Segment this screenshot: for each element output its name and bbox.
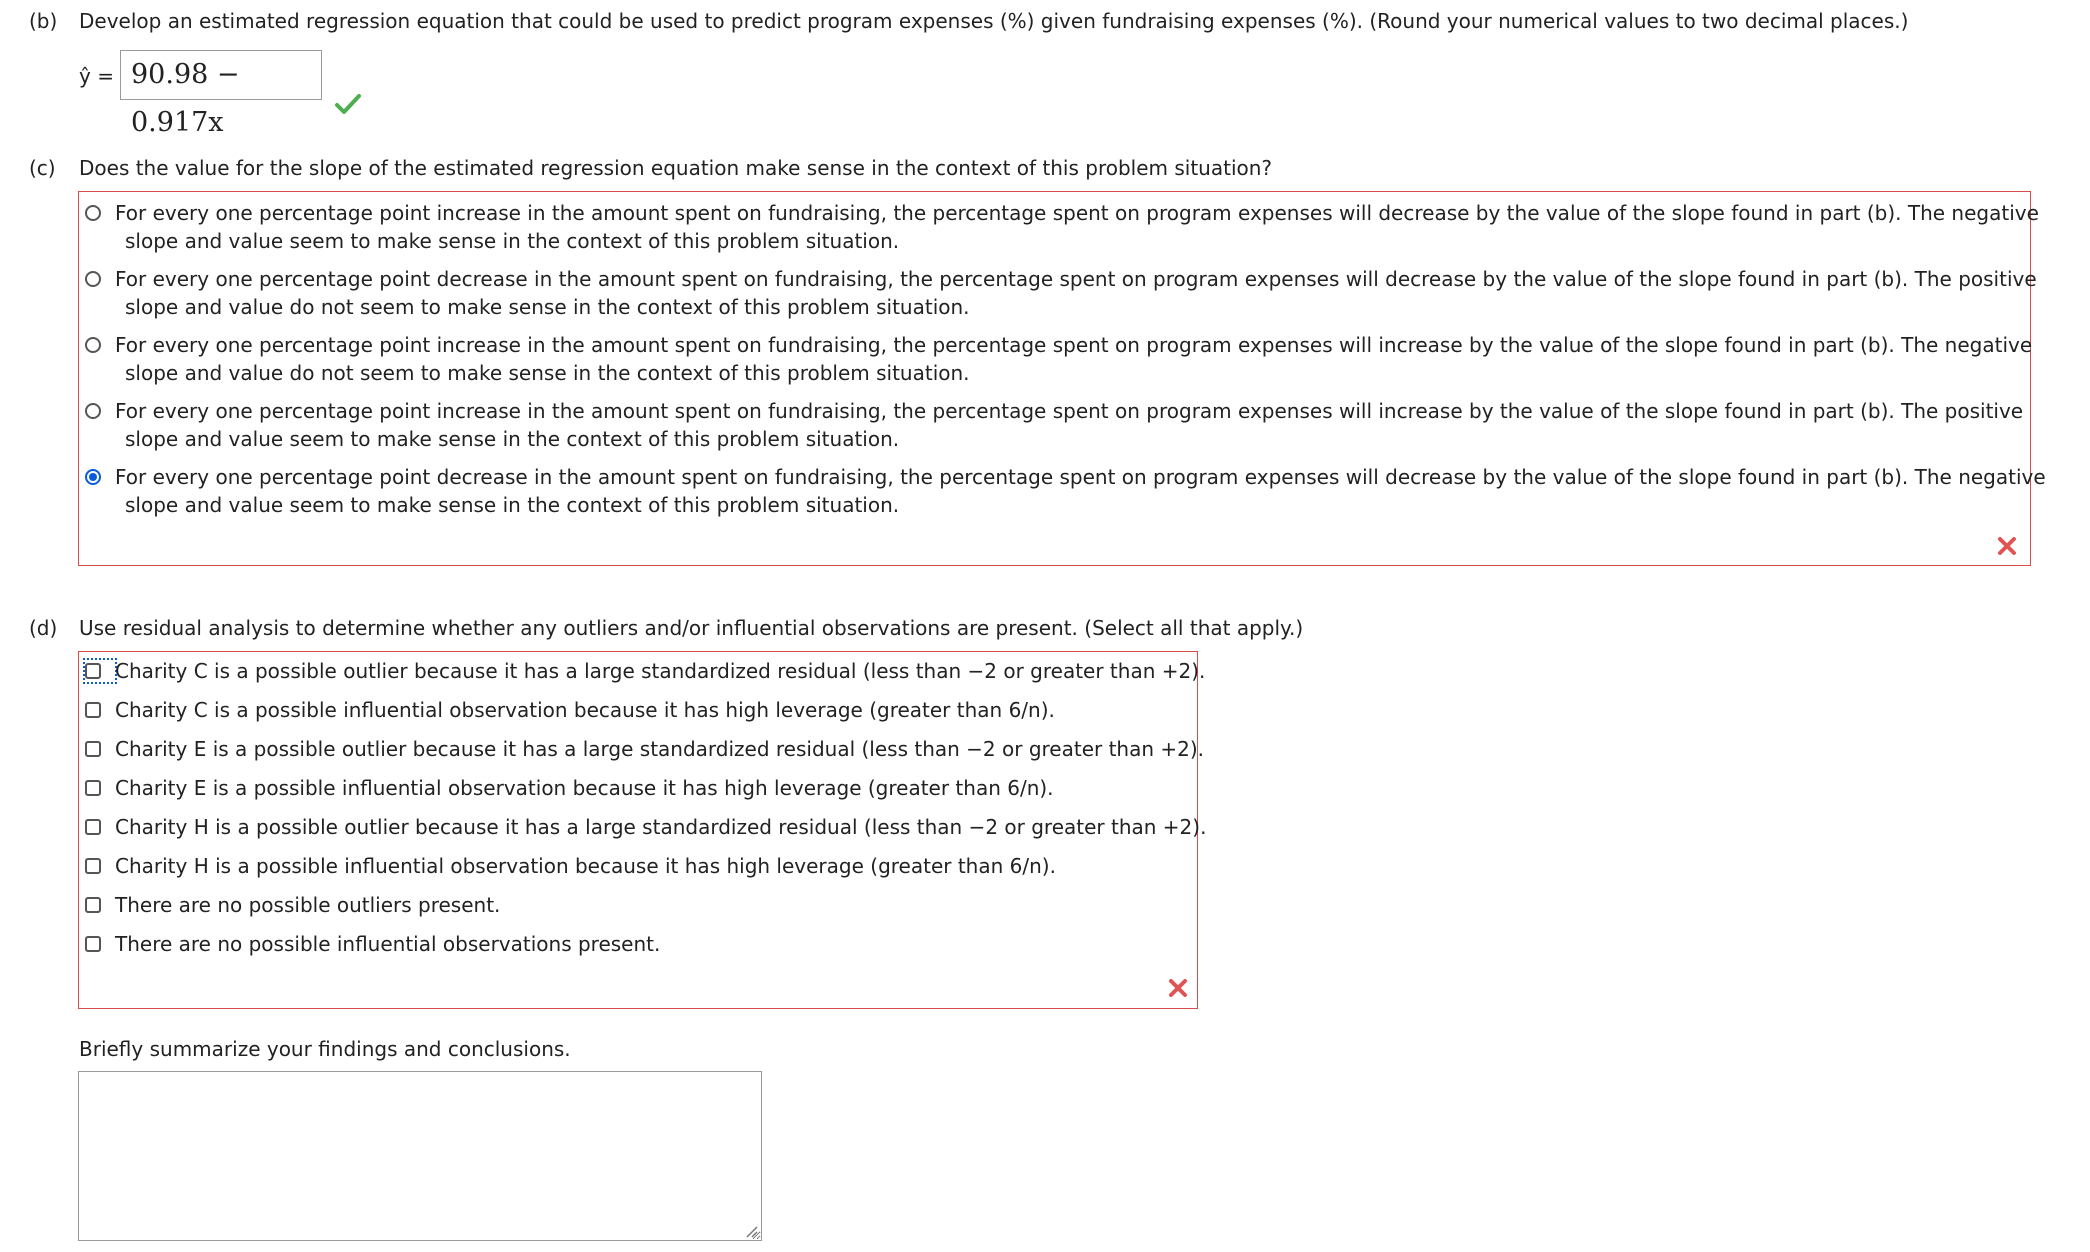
- resize-grip-icon[interactable]: [744, 1224, 758, 1238]
- radio-button[interactable]: [85, 205, 101, 221]
- part-c-options-panel: [78, 191, 2046, 566]
- checkbox[interactable]: [85, 858, 101, 874]
- option-text: slope and value seem to make sense in the context of this problem situation.: [125, 493, 900, 517]
- x-icon: [1167, 977, 1189, 999]
- check-icon: [334, 92, 362, 116]
- option-text: For every one percentage point increase in the amount spent on fundraising, the percentage spent on program expenses will decrease by the value of the slope found in part (b). The negative: [115, 201, 2039, 225]
- part-d-label: (d): [29, 616, 58, 640]
- option-text: slope and value seem to make sense in the context of this problem situation.: [125, 427, 900, 451]
- option-text: For every one percentage point decrease in the amount spent on fundraising, the percentage spent on program expenses will decrease by the value of the slope found in part (b). The negative: [115, 465, 2046, 489]
- option-text: slope and value do not seem to make sense in the context of this problem situation.: [125, 295, 970, 319]
- checkbox-label: Charity C is a possible outlier because it has a large standardized residual (less than −2 or greater than +2).: [115, 659, 1206, 683]
- radio-button[interactable]: [85, 271, 101, 287]
- summary-textarea[interactable]: [78, 1071, 762, 1241]
- radio-button[interactable]: [85, 337, 101, 353]
- option-text: For every one percentage point decrease in the amount spent on fundraising, the percentage spent on program expenses will decrease by the value of the slope found in part (b). The positive: [115, 267, 2037, 291]
- yhat-label: ŷ =: [79, 64, 114, 88]
- checkbox-label: Charity E is a possible influential observation because it has high leverage (greater than 6/n).: [115, 776, 1054, 800]
- part-b-question: Develop an estimated regression equation that could be used to predict program expenses (%) given fundraising expenses (%). (Round your numerical values to two decimal places.): [79, 9, 1909, 33]
- checkbox-label: Charity H is a possible influential observation because it has high leverage (greater than 6/n).: [115, 854, 1056, 878]
- checkbox-label: There are no possible influential observations present.: [115, 932, 661, 956]
- checkbox-label: Charity E is a possible outlier because it has a large standardized residual (less than −2 or greater than +2).: [115, 737, 1205, 761]
- part-b-label: (b): [29, 9, 58, 33]
- part-d-options-panel: [78, 651, 1207, 1009]
- x-icon: [1996, 535, 2018, 557]
- option-text: For every one percentage point increase in the amount spent on fundraising, the percentage spent on program expenses will increase by the value of the slope found in part (b). The negative: [115, 333, 2033, 357]
- checkbox[interactable]: [85, 897, 101, 913]
- regression-equation-answer[interactable]: 90.98 − 0.917x: [120, 50, 322, 100]
- option-text: slope and value do not seem to make sense in the context of this problem situation.: [125, 361, 970, 385]
- option-text: For every one percentage point increase in the amount spent on fundraising, the percentage spent on program expenses will increase by the value of the slope found in part (b). The positive: [115, 399, 2024, 423]
- checkbox-label: Charity C is a possible influential observation because it has high leverage (greater than 6/n).: [115, 698, 1055, 722]
- checkbox[interactable]: [85, 702, 101, 718]
- checkbox-label: There are no possible outliers present.: [115, 893, 501, 917]
- radio-button[interactable]: [85, 403, 101, 419]
- part-c-question: Does the value for the slope of the estimated regression equation make sense in the context of this problem situation?: [79, 156, 1273, 180]
- checkbox[interactable]: [85, 936, 101, 952]
- summary-label: Briefly summarize your findings and conclusions.: [79, 1037, 571, 1061]
- radio-button-selected[interactable]: [85, 469, 101, 485]
- checkbox-label: Charity H is a possible outlier because it has a large standardized residual (less than −2 or greater than +2).: [115, 815, 1207, 839]
- checkbox[interactable]: [85, 780, 101, 796]
- checkbox[interactable]: [85, 663, 101, 679]
- checkbox[interactable]: [85, 819, 101, 835]
- part-c-label: (c): [29, 156, 56, 180]
- part-d-question: Use residual analysis to determine whether any outliers and/or influential observations are present. (Select all that apply.): [79, 616, 1304, 640]
- option-text: slope and value seem to make sense in the context of this problem situation.: [125, 229, 900, 253]
- checkbox[interactable]: [85, 741, 101, 757]
